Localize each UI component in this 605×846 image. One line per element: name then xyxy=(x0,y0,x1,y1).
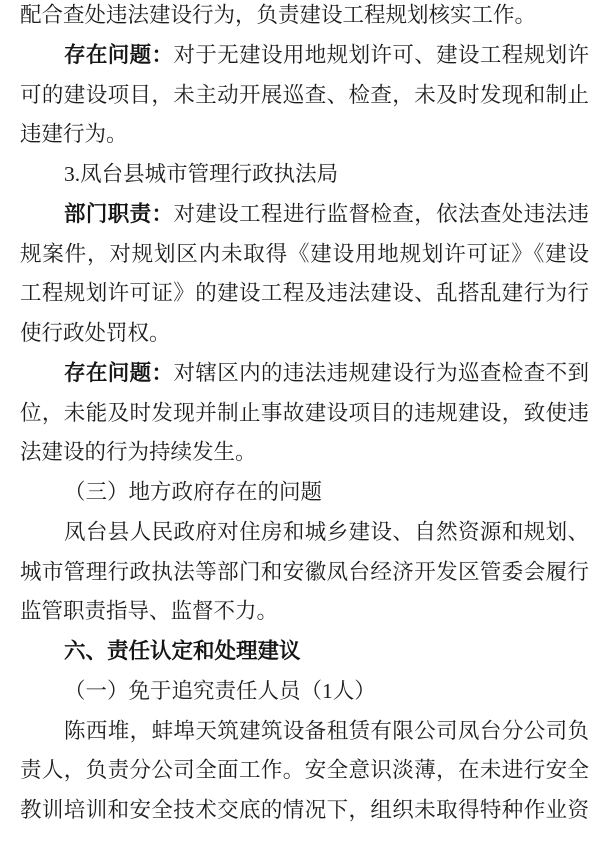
paragraph-text: 六、责任认定和处理建议 xyxy=(64,639,301,663)
body-paragraph xyxy=(20,0,589,36)
paragraph-text: 对于无建设用地规划许可、建设工程规划许可的建设项目，未主动开展巡查、检查，未及时发现和制止违建行为。 xyxy=(20,42,589,147)
paragraph-text: 配合查处违法建设行为，负责建设工程规划核实工作。 xyxy=(20,3,537,27)
section-heading xyxy=(20,632,589,672)
paragraph-lead-label: 部门职责： xyxy=(64,201,174,226)
paragraph-lead-label: 存在问题： xyxy=(64,360,174,385)
body-paragraph xyxy=(20,513,589,632)
paragraph-text: 陈西堆，蚌埠天筑建筑设备租赁有限公司凤台分公司负责人，负责分公司全面工作。安全意识淡薄，在未进行安全教训培训和安全技术交底的情况下，组织未取得特种作业资 xyxy=(20,718,589,822)
body-paragraph xyxy=(20,354,589,473)
paragraph-text: 3.凤台县城市管理行政执法局 xyxy=(64,162,339,186)
document-body xyxy=(20,0,589,831)
paragraph-lead-label: 存在问题： xyxy=(64,42,174,67)
paragraph-text: 凤台县人民政府对住房和城乡建设、自然资源和规划、城市管理行政执法等部门和安徽凤台经济开发区管委会履行监管职责指导、监督不力。 xyxy=(20,519,589,624)
paragraph-text: （三）地方政府存在的问题 xyxy=(64,480,323,504)
paragraph-text: 对建设工程进行监督检查，依法查处违法违规案件，对规划区内未取得《建设用地规划许可证》《建设工程规划许可证》的建设工程及违法建设、乱搭乱建行为行使行政处罚权。 xyxy=(20,201,589,345)
body-paragraph xyxy=(20,155,589,195)
paragraph-text: 对辖区内的违法违规建设行为巡查检查不到位，未能及时发现并制止事故建设项目的违规建设，致使违法建设的行为持续发生。 xyxy=(20,360,589,465)
body-paragraph xyxy=(20,36,589,155)
sub-heading xyxy=(20,672,589,712)
body-paragraph xyxy=(20,195,589,354)
body-paragraph xyxy=(20,712,589,831)
paragraph-text: （一）免于追究责任人员（1人） xyxy=(64,678,376,703)
sub-heading xyxy=(20,473,589,513)
